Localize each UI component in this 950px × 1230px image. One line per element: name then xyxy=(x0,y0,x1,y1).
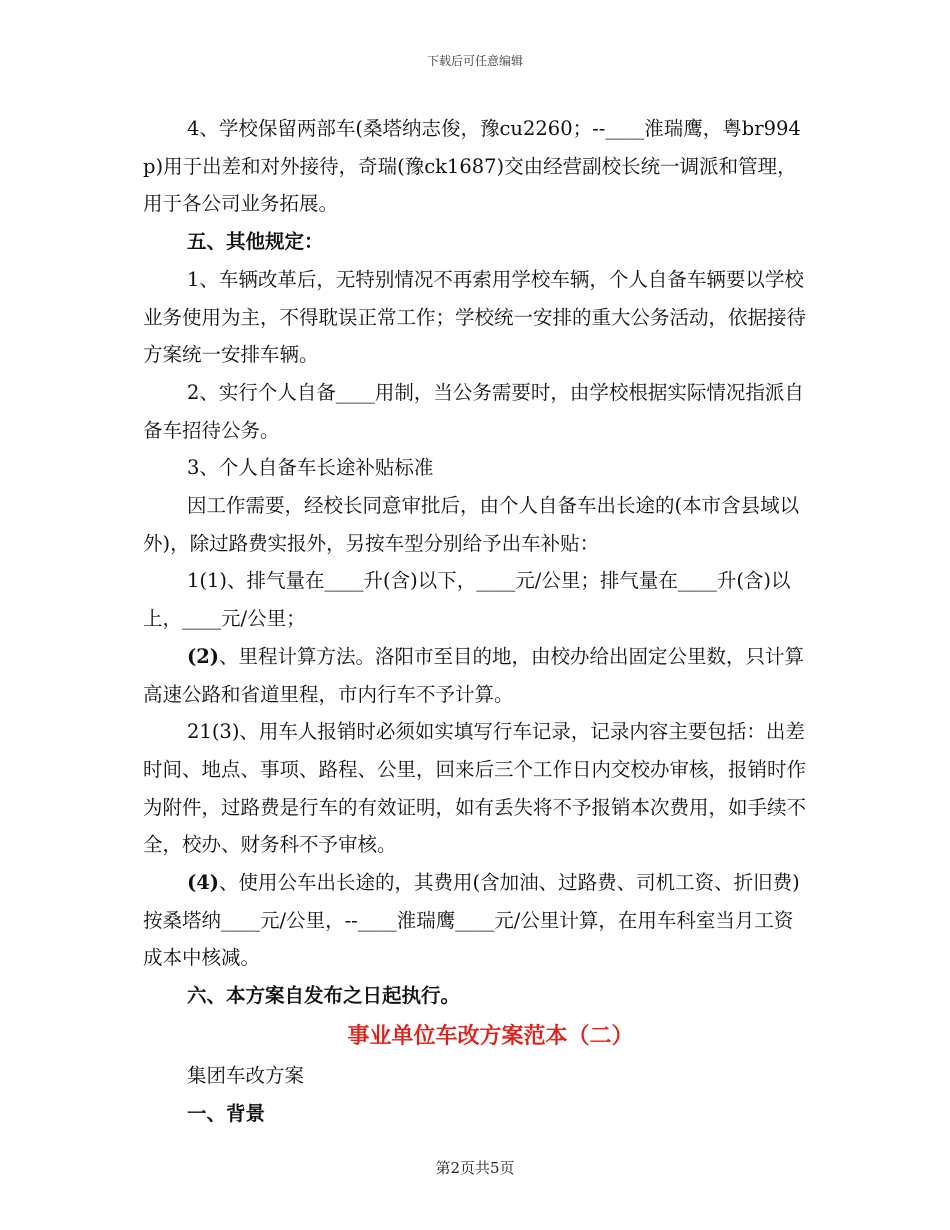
paragraph-rule-2: 2、实行个人自备____用制，当公务需要时，由学校根据实际情况指派自备车招待公务。 xyxy=(143,380,804,442)
document-body xyxy=(143,110,808,1132)
paragraph-subsidy-3: 21(3)、用车人报销时必须如实填写行车记录，记录内容主要包括：出差时间、地点、事项、路程、公里，回来后三个工作日内交校办审核，报销时作为附件，过路费是行车的有效证明，如有丢失将不予报销本次费用，如手续不全，校办、财务科不予审核。 xyxy=(143,720,807,857)
paragraph-subsidy-2 xyxy=(143,638,808,713)
section-heading-background: 一、背景 xyxy=(187,1101,266,1125)
paragraph-rule-1: 1、车辆改革后，无特别情况不再索用学校车辆，个人自备车辆要以学校业务使用为主，不得耽误正常工作；学校统一安排的重大公务活动，依据接待方案统一安排车辆。 xyxy=(143,267,807,367)
item-text-4: 、使用公车出长途的，其费用(含加油、过路费、司机工资、折旧费)按桑塔纳____元/公里，--____淮瑞鹰____元/公里计算，在用车科室当月工资成本中核减。 xyxy=(143,871,800,970)
paragraph-subsidy-4 xyxy=(143,864,808,977)
paragraph-subsidy-intro: 因工作需要，经校长同意审批后，由个人自备车出长途的(本市含县域以外)，除过路费实报外，另按车型分别给予出车补贴： xyxy=(143,494,800,555)
item-text-2: 、里程计算方法。洛阳市至目的地，由校办给出固定公里数，只计算高速公路和省道里程，市内行车不予计算。 xyxy=(143,644,805,706)
section-heading-effective: 六、本方案自发布之日起执行。 xyxy=(187,984,461,1008)
item-number-2: (2) xyxy=(187,644,220,668)
paragraph-subsidy-1: 1(1)、排气量在____升(含)以下，____元/公里；排气量在____升(含)以上，____元/公里； xyxy=(143,569,791,631)
paragraph-rule-3-heading: 3、个人自备车长途补贴标准 xyxy=(187,456,434,480)
paragraph-group-plan: 集团车改方案 xyxy=(187,1063,305,1087)
item-number-4: (4) xyxy=(187,871,220,895)
document-title-2: 事业单位车改方案范本（二） xyxy=(347,1022,634,1049)
page-header: 下载后可任意编辑 xyxy=(426,54,523,68)
paragraph-vehicle-retention: 4、学校保留两部车(桑塔纳志俊，豫cu2260；--____淮瑞鹰，粤br994p)用于出差和对外接待，奇瑞(豫ck1687)交由经营副校长统一调派和管理，用于各公司业务拓展。 xyxy=(143,117,801,216)
page-footer: 第2页共5页 xyxy=(435,1159,515,1177)
section-heading-other-rules: 五、其他规定： xyxy=(187,230,324,254)
